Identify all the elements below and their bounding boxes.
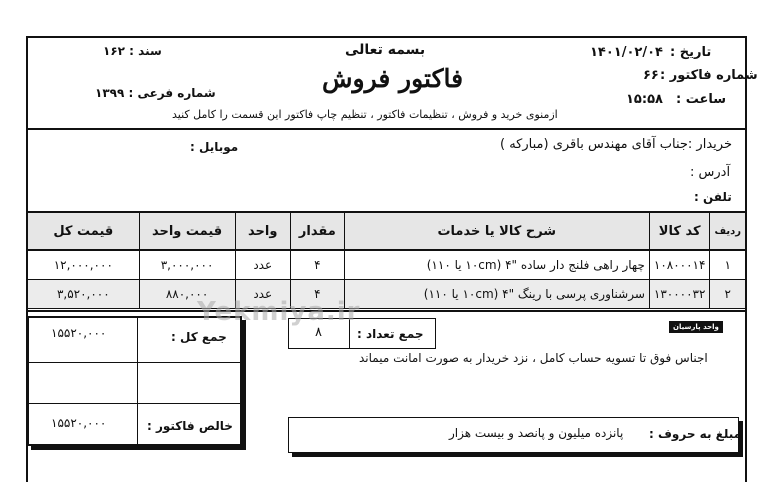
item-quantity: ۴	[290, 280, 344, 309]
col-item-code: کد کالا	[649, 212, 710, 250]
quantity-total-value: ۸	[315, 325, 322, 340]
quantity-total-label: جمع تعداد :	[357, 327, 424, 341]
item-description: سرشناوری پرسی با رینگ "۴ (۱۰cm یا ۱۱۰)	[344, 280, 649, 309]
items-table	[27, 211, 746, 309]
item-code: ۱۳۰۰۰۰۳۲	[649, 280, 710, 309]
sum-total-value: ۱۵۵۲۰,۰۰۰	[51, 326, 107, 340]
address-label: آدرس :	[690, 165, 731, 180]
col-unit: واحد	[235, 212, 290, 250]
watermark-text: Yekmiya.ir	[197, 297, 361, 327]
item-code: ۱۰۸۰۰۰۱۴	[649, 250, 710, 280]
amount-in-words-label: مبلغ به حروف :	[649, 427, 742, 441]
sum-total-label: جمع کل :	[171, 330, 227, 344]
row-number: ۱	[710, 250, 746, 280]
item-unit: عدد	[235, 280, 290, 309]
net-total-value: ۱۵۵۲۰,۰۰۰	[51, 416, 107, 430]
custody-note: اجناس فوق تا تسویه حساب کامل ، نزد خریدار به صورت امانت میماند	[359, 351, 708, 365]
table-row	[28, 280, 746, 309]
col-row-number: ردیف	[710, 212, 746, 250]
amount-in-words-box	[288, 417, 742, 453]
buyer-name: خریدار :جناب آقای مهندس باقری (مبارکه )	[500, 137, 732, 152]
row-number: ۲	[710, 280, 746, 309]
setup-note: ازمنوی خرید و فروش ، تنظیمات فاکتور ، تنظیم چاپ فاکتور این قسمت را کامل کنید	[172, 108, 558, 121]
totals-divider	[137, 318, 138, 444]
basmala: بسمه تعالی	[345, 42, 426, 58]
col-quantity: مقدار	[290, 212, 344, 250]
table-header-row	[28, 212, 746, 250]
table-row	[28, 250, 746, 280]
col-description: شرح کالا یا خدمات	[344, 212, 649, 250]
totals-row-line	[29, 362, 240, 363]
totals-box	[27, 316, 242, 446]
invoice-number-label: شماره فاکتور :	[660, 68, 758, 83]
date-label: تاریخ :	[670, 45, 712, 60]
time-label: ساعت :	[676, 92, 727, 107]
item-description: چهار راهی فلنج دار ساده "۴ (۱۰cm یا ۱۱۰)	[344, 250, 649, 280]
software-tag: واحد پارسیان	[669, 321, 723, 333]
item-unit-price: ۳,۰۰۰,۰۰۰	[139, 250, 235, 280]
date-value: ۱۴۰۱/۰۲/۰۴	[590, 45, 663, 60]
header-divider	[27, 128, 746, 130]
amount-in-words-value: پانزده میلیون و پانصد و بیست هزار	[449, 426, 624, 440]
item-total-price: ۳,۵۲۰,۰۰۰	[28, 280, 140, 309]
item-unit: عدد	[235, 250, 290, 280]
invoice-number-value: ۶۶	[643, 68, 659, 83]
sub-number: شماره فرعی : ۱۳۹۹	[95, 86, 216, 100]
invoice-title: فاکتور فروش	[322, 64, 464, 93]
sanad-number: سند : ۱۶۲	[103, 44, 162, 58]
col-unit-price: قیمت واحد	[139, 212, 235, 250]
table-bottom-divider	[27, 310, 746, 312]
phone-label: تلفن :	[694, 190, 732, 204]
time-value: ۱۵:۵۸	[626, 92, 663, 107]
item-unit-price: ۸۸۰,۰۰۰	[139, 280, 235, 309]
totals-row-line	[29, 403, 240, 404]
col-total-price: قیمت کل	[28, 212, 140, 250]
item-total-price: ۱۲,۰۰۰,۰۰۰	[28, 250, 140, 280]
mobile-label: موبایل :	[190, 140, 239, 154]
net-total-label: خالص فاکتور :	[147, 419, 233, 433]
item-quantity: ۴	[290, 250, 344, 280]
